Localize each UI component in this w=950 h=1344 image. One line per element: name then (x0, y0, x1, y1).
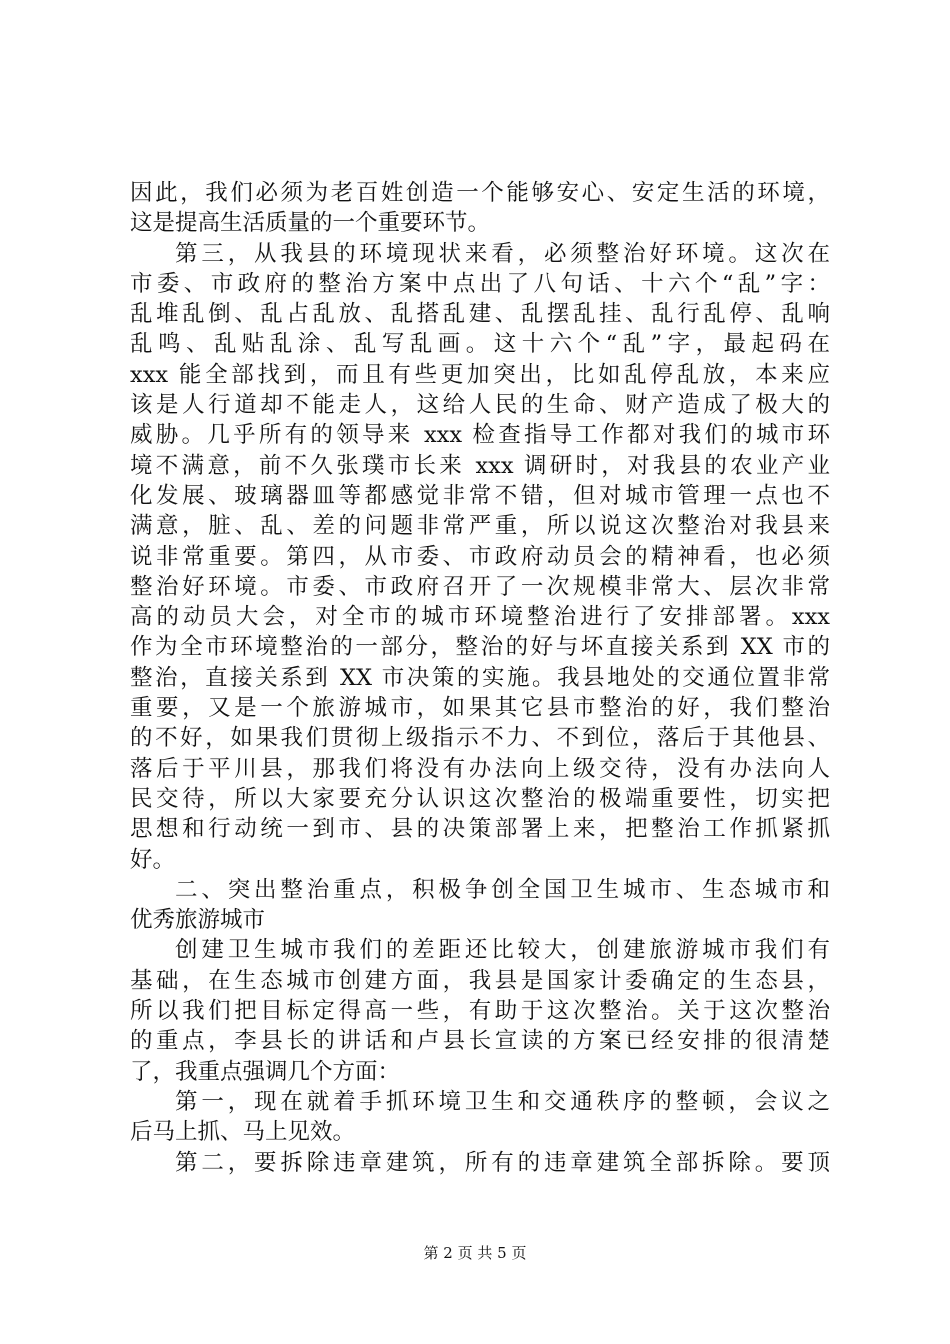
text-line: 整治，直接关系到 XX 市决策的实施。我县地处的交通位置非常 (130, 664, 830, 691)
text-line: 了，我重点强调几个方面： (130, 1058, 401, 1085)
text-line: 二、突出整治重点，积极争创全国卫生城市、生态城市和 (175, 876, 830, 903)
text-line: 第三，从我县的环境现状来看，必须整治好环境。这次在 (175, 240, 830, 267)
text-line: 这是提高生活质量的一个重要环节。 (130, 210, 491, 237)
text-line: 市委、市政府的整治方案中点出了八句话、十六个“乱”字： (130, 270, 830, 297)
text-line: 作为全市环境整治的一部分，整治的好与坏直接关系到 XX 市的 (130, 634, 830, 661)
text-line: 第二，要拆除违章建筑，所有的违章建筑全部拆除。要顶 (175, 1149, 830, 1176)
text-line: 后马上抓、马上见效。 (130, 1119, 356, 1146)
text-line: 落后于平川县，那我们将没有办法向上级交待，没有办法向人 (130, 755, 830, 782)
text-line: 境不满意，前不久张璞市长来 xxx 调研时，对我县的农业产业 (130, 452, 830, 479)
text-line: 的不好，如果我们贯彻上级指示不力、不到位，落后于其他县、 (130, 725, 830, 752)
text-line: 乱堆乱倒、乱占乱放、乱搭乱建、乱摆乱挂、乱行乱停、乱响 (130, 301, 830, 328)
text-line: 所以我们把目标定得高一些，有助于这次整治。关于这次整治 (130, 998, 830, 1025)
text-line: 高的动员大会，对全市的城市环境整治进行了安排部署。xxx (130, 604, 830, 631)
text-line: 好。 (130, 846, 176, 873)
text-line: 基础，在生态城市创建方面，我县是国家计委确定的生态县， (130, 967, 830, 994)
text-line: 重要，又是一个旅游城市，如果其它县市整治的好，我们整治 (130, 695, 830, 722)
text-line: 第一，现在就着手抓环境卫生和交通秩序的整顿，会议之 (175, 1088, 830, 1115)
text-line: xxx 能全部找到，而且有些更加突出，比如乱停乱放，本来应 (130, 361, 830, 388)
text-line: 民交待，所以大家要充分认识这次整治的极端重要性，切实把 (130, 785, 830, 812)
document-body (130, 178, 830, 1178)
page-footer: 第 2 页 共 5 页 (423, 1244, 527, 1262)
text-line: 说非常重要。第四，从市委、市政府动员会的精神看，也必须 (130, 543, 830, 570)
text-line: 乱鸣、乱贴乱涂、乱写乱画。这十六个“乱”字，最起码在 (130, 331, 830, 358)
text-line: 优秀旅游城市 (130, 907, 266, 934)
text-line: 化发展、玻璃器皿等都感觉非常不错，但对城市管理一点也不 (130, 482, 830, 509)
text-line: 的重点，李县长的讲话和卢县长宣读的方案已经安排的很清楚 (130, 1028, 830, 1055)
text-line: 创建卫生城市我们的差距还比较大，创建旅游城市我们有 (175, 937, 830, 964)
text-line: 因此，我们必须为老百姓创造一个能够安心、安定生活的环境， (130, 180, 830, 206)
text-line: 威胁。几乎所有的领导来 xxx 检查指导工作都对我们的城市环 (130, 422, 830, 449)
text-line: 满意，脏、乱、差的问题非常严重，所以说这次整治对我县来 (130, 513, 830, 540)
text-line: 整治好环境。市委、市政府召开了一次规模非常大、层次非常 (130, 573, 830, 600)
text-line: 该是人行道却不能走人，这给人民的生命、财产造成了极大的 (130, 392, 830, 419)
text-line: 思想和行动统一到市、县的决策部署上来，把整治工作抓紧抓 (130, 816, 830, 843)
